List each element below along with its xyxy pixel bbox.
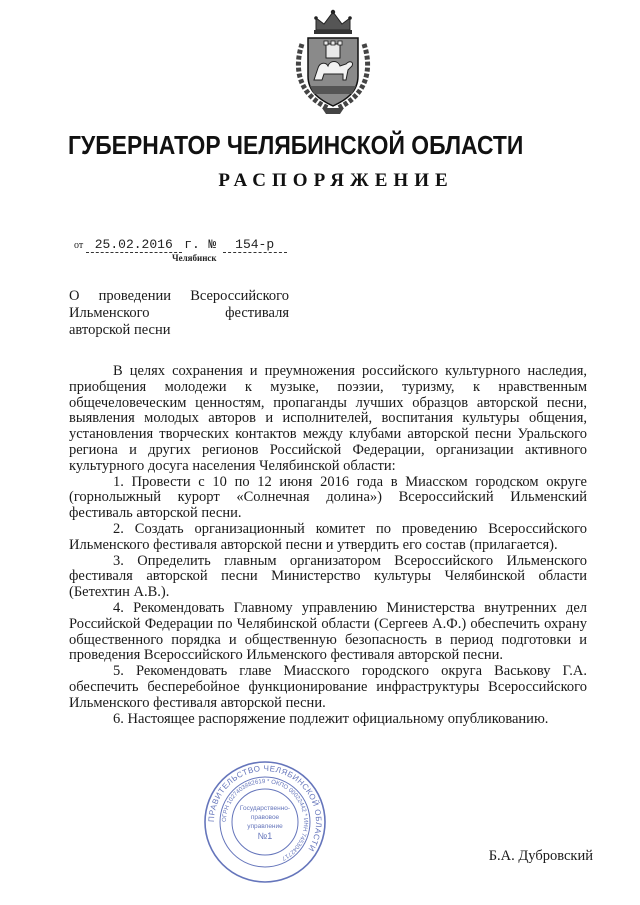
subject-line: Ильменского фестиваля xyxy=(69,305,289,321)
number-label: № xyxy=(208,237,217,252)
stamp-center-line: управление xyxy=(247,823,283,830)
document-subject xyxy=(69,288,289,339)
item-paragraph: 2. Создать организационный комитет по проведению Всероссийского Ильменского фестиваля авторской песни и утвердить его состав (прилагается). xyxy=(69,520,587,553)
registration-line xyxy=(74,237,287,253)
stamp-ring-text: ПРАВИТЕЛЬСТВО ЧЕЛЯБИНСКОЙ ОБЛАСТИ xyxy=(206,763,324,854)
document-date: 25.02.2016 xyxy=(86,237,182,253)
subject-line: авторской песни xyxy=(69,322,171,338)
stamp-center-line: №1 xyxy=(257,831,273,841)
year-suffix: г. xyxy=(184,237,200,252)
governor-title: ГУБЕРНАТОР ЧЕЛЯБИНСКОЙ ОБЛАСТИ xyxy=(68,130,524,160)
city-label: Челябинск xyxy=(172,253,217,263)
preamble-paragraph: В целях сохранения и преумножения российского культурного наследия, приобщения молодежи к музыке, поэзии, туризму, к нравственным общечеловеческим ценностям, пропаганды лучших образцов авторской песни, выявления молодых авторов и исполнителей, воспитания культуры общения, установления творческих контактов между клубами авторской песни Уральского региона и других регионов Российской Федерации, организации активного культурного досуга населения Челябинской области: xyxy=(69,363,587,474)
stamp-center-line: правовое xyxy=(250,814,280,821)
item-paragraph: 6. Настоящее распоряжение подлежит официальному опубликованию. xyxy=(113,710,549,727)
item-paragraph: 4. Рекомендовать Главному управлению Министерства внутренних дел Российской Федерации по Челябинской области (Сергеев А.Ф.) обеспечить охрану общественного порядка и общественную безопасность в период подготовки и проведения Всероссийского Ильменского фестиваля авторской песни. xyxy=(69,599,587,664)
item-paragraph: 5. Рекомендовать главе Миасского городского округа Васькову Г.А. обеспечить бесперебойное функционирование инфраструктуры Всероссийского Ильменского фестиваля авторской песни. xyxy=(69,663,587,711)
subject-line: О проведении Всероссийского xyxy=(69,288,289,304)
signatory-name: Б.А. Дубровский xyxy=(488,848,593,864)
coat-of-arms-icon xyxy=(288,8,378,116)
document-body xyxy=(69,364,587,727)
item-paragraph: 1. Провести с 10 по 12 июня 2016 года в Миасском городском округе (горнолыжный курорт «Солнечная долина») Всероссийский Ильменский фестиваль авторской песни. xyxy=(69,473,587,522)
stamp-id-text: ОГРН 1027403882619 * ОКПО 00022442 * ИНН 7453042717 xyxy=(221,778,309,861)
document-type: РАСПОРЯЖЕНИЕ xyxy=(218,170,454,191)
official-stamp-icon xyxy=(203,760,327,884)
stamp-center-line: Государственно- xyxy=(239,805,291,812)
from-label: от xyxy=(74,240,84,251)
document-number: 154-р xyxy=(223,237,287,253)
item-paragraph: 3. Определить главным организатором Всероссийского Ильменского фестиваля авторской песни Министерство культуры Челябинской области (Бетехтин А.В.). xyxy=(69,552,587,601)
